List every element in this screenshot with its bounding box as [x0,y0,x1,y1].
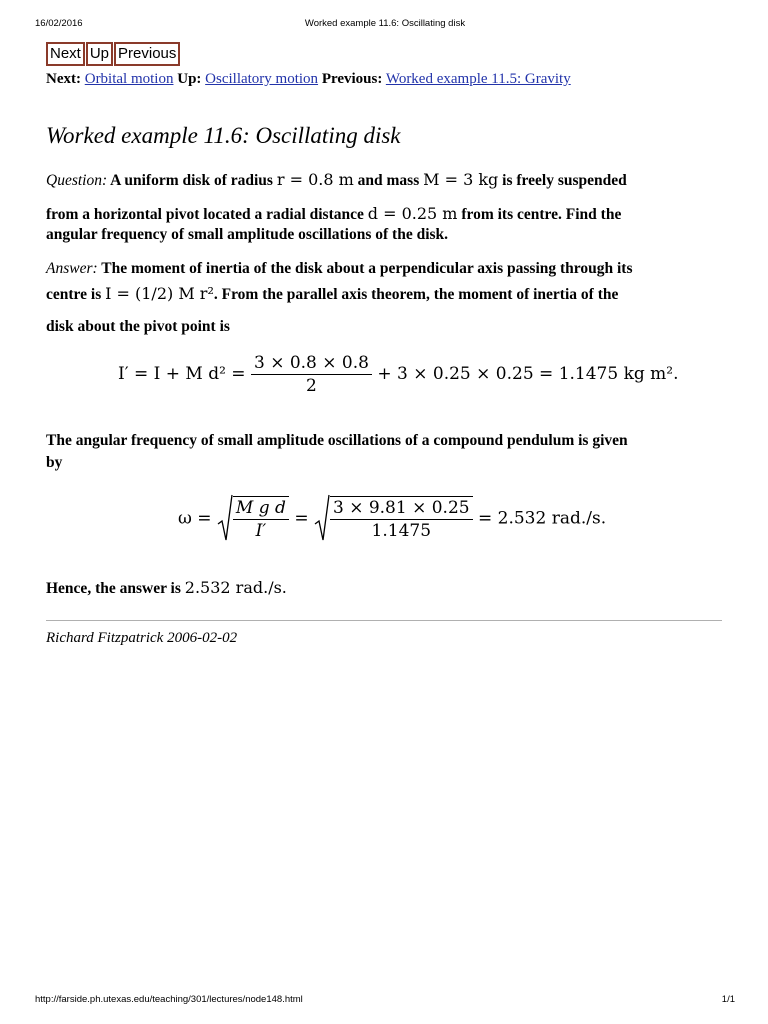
eq2-fraction-1 [233,496,289,542]
eq1-numerator: 3 × 0.8 × 0.8 [251,352,372,375]
eq2-frac1-denominator: I′ [255,521,267,541]
print-header [35,18,735,32]
inertia-expression: I = (1/2) M r² [105,284,214,303]
page-title: Worked example 11.6: Oscillating disk [46,123,401,148]
answer-text-4: disk about the pivot point is [46,318,230,335]
radical-sign-icon [314,494,330,544]
answer-label: Answer: [46,260,98,277]
conclusion-text: Hence, the answer is [46,580,181,597]
question-label: Question: [46,172,108,189]
eq2-frac2-numerator: 3 × 9.81 × 0.25 [330,497,473,520]
answer-text-2: centre is [46,286,102,303]
eq1-lhs: I′ = I + M d² = [118,364,246,384]
eq1-fraction [251,352,372,397]
up-button[interactable]: Up [86,42,113,66]
sqrt-2 [314,494,473,544]
author-signature: Richard Fitzpatrick 2006-02-02 [46,630,238,646]
print-title: Worked example 11.6: Oscillating disk [304,18,466,29]
next-link[interactable]: Orbital motion [84,71,174,87]
question-text-1: A uniform disk of radius [110,172,273,189]
radius-expression: r = 0.8 m [276,170,354,189]
eq1-denominator: 2 [306,376,317,396]
eq2-frac2-denominator: 1.1475 [371,521,432,541]
question-text-3: is freely suspended [502,172,627,189]
eq2-result: = 2.532 rad./s. [478,508,607,529]
distance-expression: d = 0.25 m [367,204,458,223]
up-link[interactable]: Oscillatory motion [205,71,319,87]
equation-parallel-axis [46,352,726,397]
question-text-5: from its centre. Find the [461,206,622,223]
pendulum-text-1: The angular frequency of small amplitude oscillations of a compound pendulum is given [46,432,628,449]
eq2-lhs: ω = [178,508,212,529]
mass-expression: M = 3 kg [423,170,499,189]
previous-button[interactable]: Previous [114,42,180,66]
nav-buttons [46,42,726,66]
print-page-number: 1/1 [721,994,735,1005]
eq2-frac1-numerator: M g d [233,497,289,520]
answer-text-3: . From the parallel axis theorem, the moment of inertia of the [213,286,619,303]
next-label: Next: [46,71,81,87]
up-label: Up: [177,71,202,87]
nav-links [46,71,571,88]
print-url: http://farside.ph.utexas.edu/teaching/301/lectures/node148.html [35,994,303,1005]
question-text-4: from a horizontal pivot located a radial distance [46,206,364,223]
next-button[interactable]: Next [46,42,85,66]
question-text-2: and mass [357,172,420,189]
pendulum-text-2: by [46,454,63,471]
eq2-fraction-2 [330,496,473,542]
divider [46,620,722,621]
conclusion-value: 2.532 rad./s. [184,578,287,597]
eq1-rhs: + 3 × 0.25 × 0.25 = 1.1475 kg m². [377,364,679,384]
equation-angular-frequency [46,494,726,544]
answer-text-1: The moment of inertia of the disk about a perpendicular axis passing through its [101,260,633,277]
radical-sign-icon [217,494,233,544]
eq2-equals: = [294,508,309,529]
question-text-6: angular frequency of small amplitude oscillations of the disk. [46,226,449,243]
sqrt-1 [217,494,289,544]
previous-link[interactable]: Worked example 11.5: Gravity [385,71,571,87]
print-footer [35,994,735,1008]
print-date: 16/02/2016 [35,18,83,29]
previous-label: Previous: [321,71,383,87]
